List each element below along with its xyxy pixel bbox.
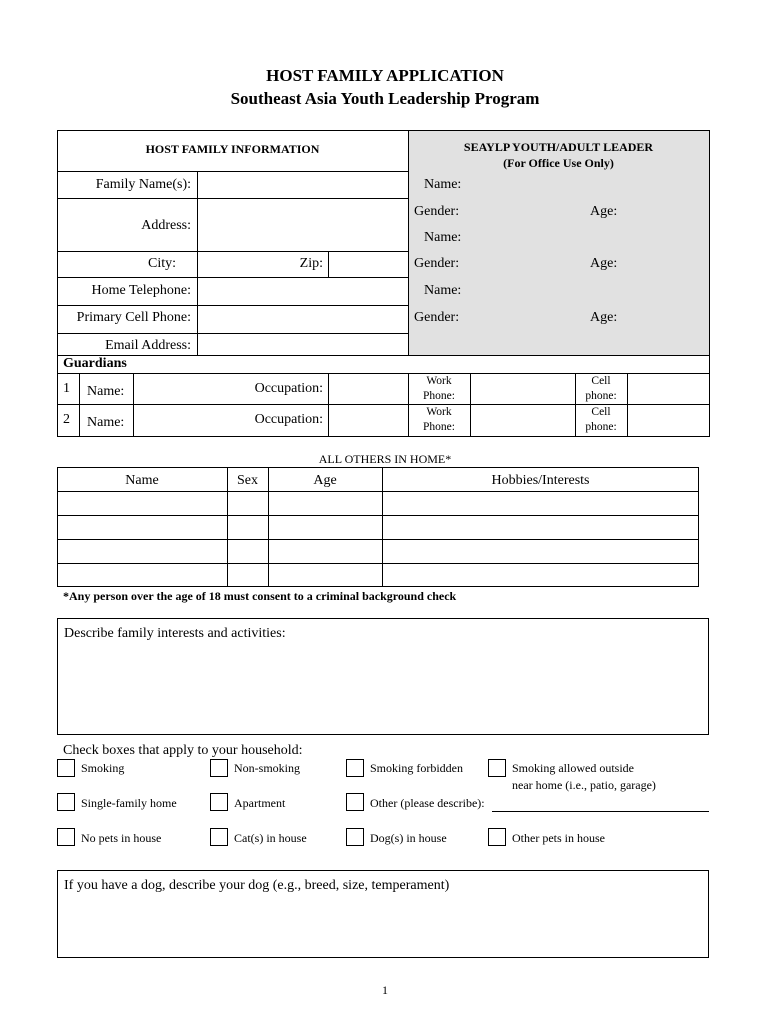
column-header-age: Age	[313, 473, 337, 488]
guardian-2-name-field[interactable]	[134, 405, 244, 435]
cell-phone-field[interactable]	[198, 306, 407, 332]
guardian-1-work-phone-field[interactable]	[471, 374, 574, 403]
address-field[interactable]	[198, 199, 407, 250]
no-pets-label: No pets in house	[81, 831, 162, 845]
host-info-header: HOST FAMILY INFORMATION	[145, 142, 320, 156]
smoking-outside-note: near home (i.e., patio, garage)	[512, 778, 656, 792]
apartment-label: Apartment	[234, 796, 286, 810]
guardian-1-cell-phone-field[interactable]	[628, 374, 709, 403]
smoking-forbidden-checkbox[interactable]	[346, 759, 364, 777]
cell-phone-label: Primary Cell Phone:	[76, 310, 191, 325]
form-title: HOST FAMILY APPLICATION	[266, 66, 504, 85]
apartment-checkbox[interactable]	[210, 793, 228, 811]
guardian-1-cell-phone-label: Cell phone:	[585, 375, 617, 402]
other-residence-label: Other (please describe):	[370, 796, 485, 810]
leader-3-age-label: Age:	[590, 310, 618, 325]
leader-3-name-label: Name:	[424, 283, 462, 298]
table-row[interactable]	[58, 540, 698, 562]
column-header-hobbies: Hobbies/Interests	[491, 473, 590, 488]
email-field[interactable]	[198, 334, 407, 354]
leader-2-age-label: Age:	[590, 256, 618, 271]
smoking-outside-checkbox[interactable]	[488, 759, 506, 777]
leader-1-name-label: Name:	[424, 177, 462, 192]
guardian-1-occupation-field[interactable]	[329, 374, 407, 403]
office-header: SEAYLP YOUTH/ADULT LEADER	[463, 140, 654, 154]
others-title: ALL OTHERS IN HOME*	[318, 452, 452, 466]
leader-2-name-label: Name:	[424, 230, 462, 245]
email-label: Email Address:	[105, 338, 191, 353]
guardian-2-work-phone-label: Work Phone:	[423, 406, 455, 433]
guardian-2-number: 2	[63, 412, 70, 427]
guardian-1-number: 1	[63, 381, 70, 396]
form-subtitle: Southeast Asia Youth Leadership Program	[230, 89, 540, 108]
guardian-1-name-field[interactable]	[134, 374, 244, 403]
non-smoking-checkbox[interactable]	[210, 759, 228, 777]
column-header-sex: Sex	[237, 473, 258, 488]
guardian-2-occupation-label: Occupation:	[254, 412, 323, 427]
guardian-2-cell-phone-label: Cell phone:	[585, 406, 617, 433]
smoking-checkbox[interactable]	[57, 759, 75, 777]
checkboxes-intro: Check boxes that apply to your household:	[63, 743, 303, 758]
leader-1-age-label: Age:	[590, 204, 618, 219]
smoking-forbidden-label: Smoking forbidden	[370, 761, 463, 775]
guardian-1-work-phone-label: Work Phone:	[423, 375, 455, 402]
single-family-home-label: Single-family home	[81, 796, 177, 810]
single-family-home-checkbox[interactable]	[57, 793, 75, 811]
cats-checkbox[interactable]	[210, 828, 228, 846]
family-name-label: Family Name(s):	[95, 177, 191, 192]
family-name-field[interactable]	[198, 172, 407, 197]
non-smoking-label: Non-smoking	[234, 761, 300, 775]
other-pets-label: Other pets in house	[512, 831, 605, 845]
cats-label: Cat(s) in house	[234, 831, 307, 845]
city-label: City:	[147, 256, 176, 271]
guardian-2-cell-phone-field[interactable]	[628, 405, 709, 435]
smoking-outside-label: Smoking allowed outside	[512, 761, 634, 775]
office-subheader: (For Office Use Only)	[503, 156, 614, 170]
table-row[interactable]	[58, 492, 698, 514]
other-pets-checkbox[interactable]	[488, 828, 506, 846]
smoking-label: Smoking	[81, 761, 125, 775]
address-label: Address:	[141, 218, 191, 233]
no-pets-checkbox[interactable]	[57, 828, 75, 846]
guardian-1-name-label: Name:	[87, 384, 125, 399]
dog-description-label: If you have a dog, describe your dog (e.g., breed, size, temperament)	[64, 878, 450, 893]
table-row[interactable]	[58, 564, 698, 586]
guardian-2-name-label: Name:	[87, 415, 125, 430]
page-number: 1	[382, 983, 388, 997]
other-residence-checkbox[interactable]	[346, 793, 364, 811]
dogs-label: Dog(s) in house	[370, 831, 447, 845]
column-header-name: Name	[125, 473, 159, 488]
other-residence-line[interactable]	[492, 811, 709, 812]
guardian-2-work-phone-field[interactable]	[471, 405, 574, 435]
guardian-2-occupation-field[interactable]	[329, 405, 407, 435]
background-check-footnote: *Any person over the age of 18 must consent to a criminal background check	[63, 589, 457, 603]
table-row[interactable]	[58, 516, 698, 538]
home-telephone-field[interactable]	[198, 278, 407, 304]
guardians-header: Guardians	[63, 356, 127, 371]
leader-1-gender-label: Gender:	[414, 204, 460, 219]
family-interests-label: Describe family interests and activities:	[64, 626, 286, 641]
dogs-checkbox[interactable]	[346, 828, 364, 846]
guardian-1-occupation-label: Occupation:	[254, 381, 323, 396]
zip-field[interactable]	[329, 252, 407, 276]
leader-2-gender-label: Gender:	[414, 256, 460, 271]
leader-3-gender-label: Gender:	[414, 310, 460, 325]
home-telephone-label: Home Telephone:	[91, 283, 191, 298]
zip-label: Zip:	[299, 256, 323, 271]
